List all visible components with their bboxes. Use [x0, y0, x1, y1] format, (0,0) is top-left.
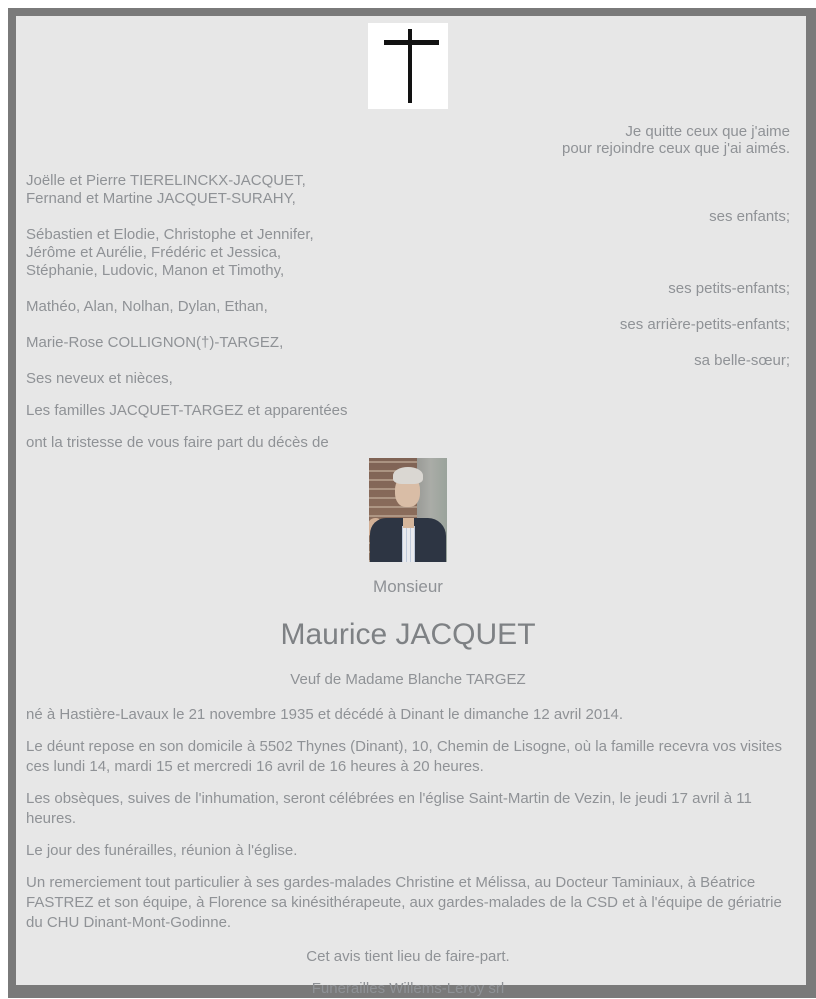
deceased-portrait-photo: [369, 458, 447, 562]
paragraph-visits: Le déunt repose en son domicile à 5502 Thynes (Dinant), 10, Chemin de Lisogne, où la famille recevra vos visites ces lundi 14, mardi 15 et mercredi 16 avril de 16 heures à 20 heures.: [26, 737, 790, 777]
family-relation-label: sa belle-sœur;: [26, 352, 790, 370]
family-list: [26, 172, 790, 452]
photo-hair: [393, 467, 423, 484]
notice-line: Cet avis tient lieu de faire-part.: [26, 947, 790, 967]
photo-neck: [403, 518, 414, 528]
deceased-relation: Veuf de Madame Blanche TARGEZ: [26, 671, 790, 688]
family-relation-label: ses arrière-petits-enfants;: [26, 316, 790, 334]
deceased-name: Maurice JACQUET: [26, 618, 790, 652]
epigraph: [26, 123, 790, 157]
paragraph-birth-death: né à Hastière-Lavaux le 21 novembre 1935 et décédé à Dinant le dimanche 12 avril 2014.: [26, 705, 790, 725]
announcement-intro-line: ont la tristesse de vous faire part du décès de: [26, 434, 790, 452]
epigraph-line-2: pour rejoindre ceux que j'ai aimés.: [26, 140, 790, 157]
paragraph-meeting: Le jour des funérailles, réunion à l'église.: [26, 841, 790, 861]
epigraph-line-1: Je quitte ceux que j'aime: [26, 123, 790, 140]
funeral-home-line: Funerailles Willems-Leroy srl: [26, 979, 790, 999]
salutation: Monsieur: [26, 577, 790, 597]
family-line: Mathéo, Alan, Nolhan, Dylan, Ethan,: [26, 298, 790, 316]
family-line: Ses neveux et nièces,: [26, 370, 790, 388]
family-line: Jérôme et Aurélie, Frédéric et Jessica,: [26, 244, 790, 262]
paragraph-funeral-service: Les obsèques, suives de l'inhumation, seront célébrées en l'église Saint-Martin de Vezin, le jeudi 17 avril à 11 heures.: [26, 789, 790, 829]
family-relation-label: ses petits-enfants;: [26, 280, 790, 298]
family-line: Sébastien et Elodie, Christophe et Jennifer,: [26, 226, 790, 244]
family-line: Joëlle et Pierre TIERELINCKX-JACQUET,: [26, 172, 790, 190]
paragraph-thanks: Un remerciement tout particulier à ses gardes-malades Christine et Mélissa, au Docteur Taminiaux, à Béatrice FASTREZ et son équipe, à Florence sa kinésithérapeute, aux gardes-malades de la CSD et à l'équipe de gériatrie du CHU Dinant-Mont-Godinne.: [26, 873, 790, 933]
obituary-content: [16, 23, 806, 992]
family-line: Fernand et Martine JACQUET-SURAHY,: [26, 190, 790, 208]
cross-horizontal-bar: [384, 40, 439, 45]
family-line: Stéphanie, Ludovic, Manon et Timothy,: [26, 262, 790, 280]
photo-shirt: [402, 526, 415, 562]
family-relation-label: ses enfants;: [26, 208, 790, 226]
family-line: Les familles JACQUET-TARGEZ et apparentées: [26, 402, 790, 420]
family-line: Marie-Rose COLLIGNON(†)-TARGEZ,: [26, 334, 790, 352]
latin-cross-icon: [368, 23, 448, 109]
obituary-card: [8, 8, 816, 998]
